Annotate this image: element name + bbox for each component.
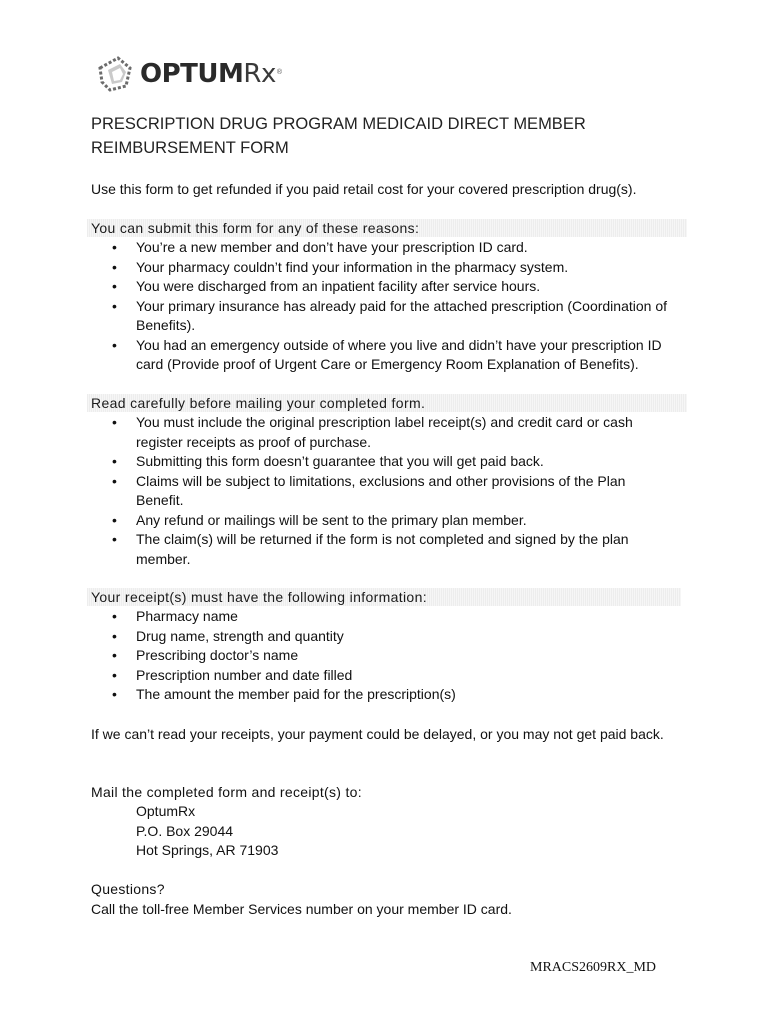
list-item [112, 511, 672, 531]
list-item [112, 666, 672, 686]
list-item-text: Pharmacy name [136, 608, 238, 624]
list-item [112, 452, 672, 472]
form-code: MRACS2609RX_MD [530, 960, 657, 975]
list-item-text: Prescription number and date filled [136, 666, 353, 683]
list-item-text: You had an emergency outside of where you live and didn’t have your prescription ID card (Provide proof of Urgent Care or Emergency Room Explanation of Benefits). [136, 336, 662, 372]
list-item [112, 336, 672, 375]
mailing-heading: Read carefully before mailing your completed form. [87, 394, 687, 412]
list-item [112, 472, 672, 511]
list-item-text: Submitting this form doesn’t guarantee that you will get paid back. [136, 453, 544, 469]
list-item [112, 646, 672, 666]
mail-to-heading: Mail the completed form and receipt(s) to: [91, 784, 362, 800]
bullet-icon: • [112, 258, 117, 275]
list-item-text: Claims will be subject to limitations, exclusions and other provisions of the Plan Benefit. [136, 472, 626, 508]
bullet-icon: • [112, 666, 117, 683]
list-item [112, 530, 672, 569]
list-item-text: The claim(s) will be returned if the form is not completed and signed by the plan member. [136, 531, 629, 567]
list-item [112, 238, 672, 258]
reasons-heading: You can submit this form for any of these reasons: [87, 219, 687, 237]
unreadable-receipt-note: If we can’t read your receipts, your payment could be delayed, or you may not get paid back. [91, 726, 664, 742]
list-item [112, 258, 672, 278]
logo-trademark: ® [276, 68, 283, 76]
questions-body: Call the toll-free Member Services number on your member ID card. [91, 901, 512, 917]
list-item [112, 277, 672, 297]
form-title: PRESCRIPTION DRUG PROGRAM MEDICAID DIRECT MEMBER REIMBURSEMENT FORM [91, 115, 586, 157]
list-item [112, 413, 672, 452]
reasons-list [112, 238, 672, 375]
bullet-icon: • [112, 297, 117, 314]
address-line: Hot Springs, AR 71903 [136, 842, 279, 858]
bullet-icon: • [112, 453, 117, 469]
bullet-icon: • [112, 531, 117, 547]
receipt-heading: Your receipt(s) must have the following information: [87, 588, 681, 606]
list-item-text: Drug name, strength and quantity [136, 627, 344, 644]
intro-text: Use this form to get refunded if you paid retail cost for your covered prescription drug(s). [91, 181, 637, 197]
list-item-text: You were discharged from an inpatient facility after service hours. [136, 278, 541, 294]
list-item-text: Your pharmacy couldn’t find your information in the pharmacy system. [136, 258, 569, 275]
list-item-text: Any refund or mailings will be sent to the primary plan member. [136, 511, 527, 528]
bullet-icon: • [112, 414, 117, 430]
list-item-text: The amount the member paid for the prescription(s) [136, 686, 456, 702]
bullet-icon: • [112, 278, 117, 294]
address-line: P.O. Box 29044 [136, 823, 234, 839]
receipt-list [112, 607, 672, 705]
list-item [112, 297, 672, 336]
mailing-list [112, 413, 672, 569]
bullet-icon: • [112, 472, 117, 489]
questions-heading: Questions? [91, 881, 165, 897]
bullet-icon: • [112, 336, 117, 353]
address-line: OptumRx [136, 803, 196, 819]
optum-rx-logo [96, 48, 282, 100]
list-item [112, 607, 672, 627]
bullet-icon: • [112, 627, 117, 644]
list-item-text: Your primary insurance has already paid for the attached prescription (Coordination of Benefits). [136, 297, 668, 333]
optum-logo-icon [96, 54, 136, 94]
list-item [112, 627, 672, 647]
list-item [112, 685, 672, 705]
list-item-text: You’re a new member and don’t have your prescription ID card. [136, 239, 528, 255]
bullet-icon: • [112, 686, 117, 702]
logo-brand-suffix: Rx [243, 59, 276, 89]
list-item-text: You must include the original prescription label receipt(s) and credit card or cash register receipts as proof of purchase. [136, 414, 633, 450]
bullet-icon: • [112, 239, 117, 255]
logo-brand-main: OPTUM [140, 59, 244, 89]
bullet-icon: • [112, 647, 117, 663]
bullet-icon: • [112, 608, 117, 624]
list-item-text: Prescribing doctor’s name [136, 647, 299, 663]
bullet-icon: • [112, 511, 117, 528]
